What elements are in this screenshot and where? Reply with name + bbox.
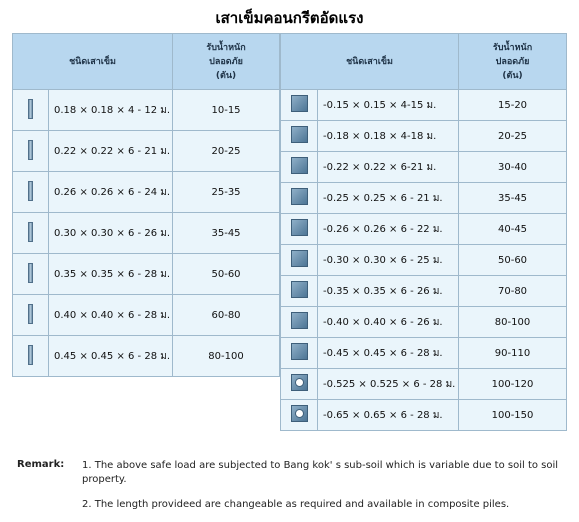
safe-load: 90-110 [459, 338, 567, 369]
square-pile-icon [291, 219, 308, 236]
square-pile-icon [291, 312, 308, 329]
safe-load: 40-45 [459, 214, 567, 245]
pile-spec: -0.40 × 0.40 × 6 - 26 ม. [318, 307, 459, 338]
bar-pile-icon [28, 181, 33, 201]
pile-icon-cell [281, 245, 318, 276]
table-row [281, 183, 567, 214]
pile-spec: 0.45 × 0.45 × 6 - 28 ม. [49, 336, 173, 377]
pile-spec: -0.26 × 0.26 × 6 - 22 ม. [318, 214, 459, 245]
safe-load: 50-60 [459, 245, 567, 276]
table-row [281, 307, 567, 338]
pile-spec: -0.25 × 0.25 × 6 - 21 ม. [318, 183, 459, 214]
pile-icon-cell [13, 213, 49, 254]
bar-pile-icon [28, 304, 33, 324]
square-pile-icon [291, 281, 308, 298]
pile-icon-cell [281, 214, 318, 245]
safe-load: 80-100 [459, 307, 567, 338]
load-header-line2: ปลอดภัย [209, 56, 243, 67]
pile-icon-cell [281, 152, 318, 183]
remark-item-2: 2. The length provideed are changeable as required and available in composite piles. [82, 499, 510, 510]
pile-spec: -0.18 × 0.18 × 4-18 ม. [318, 121, 459, 152]
type-header: ชนิดเสาเข็ม [13, 34, 173, 90]
load-header [459, 34, 567, 90]
pile-spec: 0.18 × 0.18 × 4 - 12 ม. [49, 90, 173, 131]
table-row [13, 336, 280, 377]
table-row [13, 254, 280, 295]
safe-load: 100-120 [459, 369, 567, 400]
table-row [13, 131, 280, 172]
pile-spec: -0.65 × 0.65 × 6 - 28 ม. [318, 400, 459, 431]
pile-icon-cell [13, 90, 49, 131]
table-row [281, 245, 567, 276]
safe-load: 35-45 [459, 183, 567, 214]
remark-label: Remark: [17, 459, 65, 470]
pile-spec: -0.525 × 0.525 × 6 - 28 ม. [318, 369, 459, 400]
pile-icon-cell [281, 90, 318, 121]
square-pile-icon [291, 95, 308, 112]
pile-spec: -0.15 × 0.15 × 4-15 ม. [318, 90, 459, 121]
square-pile-icon [291, 250, 308, 267]
pile-icon-cell [13, 254, 49, 295]
remark-item-1: 1. The above safe load are subjected to Bang kok' s sub-soil which is variable due to soil to soil property. [82, 460, 559, 485]
safe-load: 20-25 [173, 131, 280, 172]
safe-load: 25-35 [173, 172, 280, 213]
right-pile-table [280, 33, 567, 431]
pile-spec: 0.30 × 0.30 × 6 - 26 ม. [49, 213, 173, 254]
pile-spec: 0.40 × 0.40 × 6 - 28 ม. [49, 295, 173, 336]
safe-load: 10-15 [173, 90, 280, 131]
safe-load: 60-80 [173, 295, 280, 336]
bar-pile-icon [28, 345, 33, 365]
square-pile-icon [291, 157, 308, 174]
pile-icon-cell [281, 338, 318, 369]
load-header-line2: ปลอดภัย [495, 56, 530, 67]
type-header: ชนิดเสาเข็ม [281, 34, 459, 90]
load-header-line1: รับน้ำหนัก [492, 42, 533, 53]
hollow-square-pile-icon [291, 405, 308, 422]
load-header-line3: (ตัน) [502, 70, 523, 81]
square-pile-icon [291, 343, 308, 360]
left-pile-table [12, 33, 280, 377]
pile-icon-cell [281, 183, 318, 214]
table-row [281, 276, 567, 307]
pile-icon-cell [281, 276, 318, 307]
bar-pile-icon [28, 263, 33, 283]
table-row [13, 172, 280, 213]
load-header [173, 34, 280, 90]
square-pile-icon [291, 188, 308, 205]
table-row [281, 400, 567, 431]
table-row [281, 152, 567, 183]
pile-icon-cell [281, 369, 318, 400]
pile-icon-cell [13, 295, 49, 336]
pile-icon-cell [13, 172, 49, 213]
safe-load: 50-60 [173, 254, 280, 295]
table-row [281, 90, 567, 121]
table-row [281, 369, 567, 400]
safe-load: 100-150 [459, 400, 567, 431]
load-header-line3: (ตัน) [215, 70, 237, 81]
safe-load: 35-45 [173, 213, 280, 254]
safe-load: 15-20 [459, 90, 567, 121]
table-row [281, 121, 567, 152]
pile-spec: -0.45 × 0.45 × 6 - 28 ม. [318, 338, 459, 369]
pile-spec: 0.35 × 0.35 × 6 - 28 ม. [49, 254, 173, 295]
pile-icon-cell [281, 121, 318, 152]
load-header-line1: รับน้ำหนัก [206, 42, 246, 53]
page-title: เสาเข็มคอนกรีตอัดแรง [215, 9, 364, 27]
pile-icon-cell [281, 400, 318, 431]
table-row [281, 214, 567, 245]
safe-load: 70-80 [459, 276, 567, 307]
table-row [281, 338, 567, 369]
pile-spec: -0.22 × 0.22 × 6-21 ม. [318, 152, 459, 183]
table-row [13, 213, 280, 254]
pile-icon-cell [281, 307, 318, 338]
pile-spec: 0.22 × 0.22 × 6 - 21 ม. [49, 131, 173, 172]
pile-icon-cell [13, 336, 49, 377]
bar-pile-icon [28, 222, 33, 242]
square-pile-icon [291, 126, 308, 143]
table-row [13, 295, 280, 336]
bar-pile-icon [28, 140, 33, 160]
pile-icon-cell [13, 131, 49, 172]
safe-load: 20-25 [459, 121, 567, 152]
safe-load: 80-100 [173, 336, 280, 377]
hollow-square-pile-icon [291, 374, 308, 391]
table-row [13, 90, 280, 131]
pile-spec: 0.26 × 0.26 × 6 - 24 ม. [49, 172, 173, 213]
pile-spec: -0.30 × 0.30 × 6 - 25 ม. [318, 245, 459, 276]
bar-pile-icon [28, 99, 33, 119]
pile-spec: -0.35 × 0.35 × 6 - 26 ม. [318, 276, 459, 307]
safe-load: 30-40 [459, 152, 567, 183]
